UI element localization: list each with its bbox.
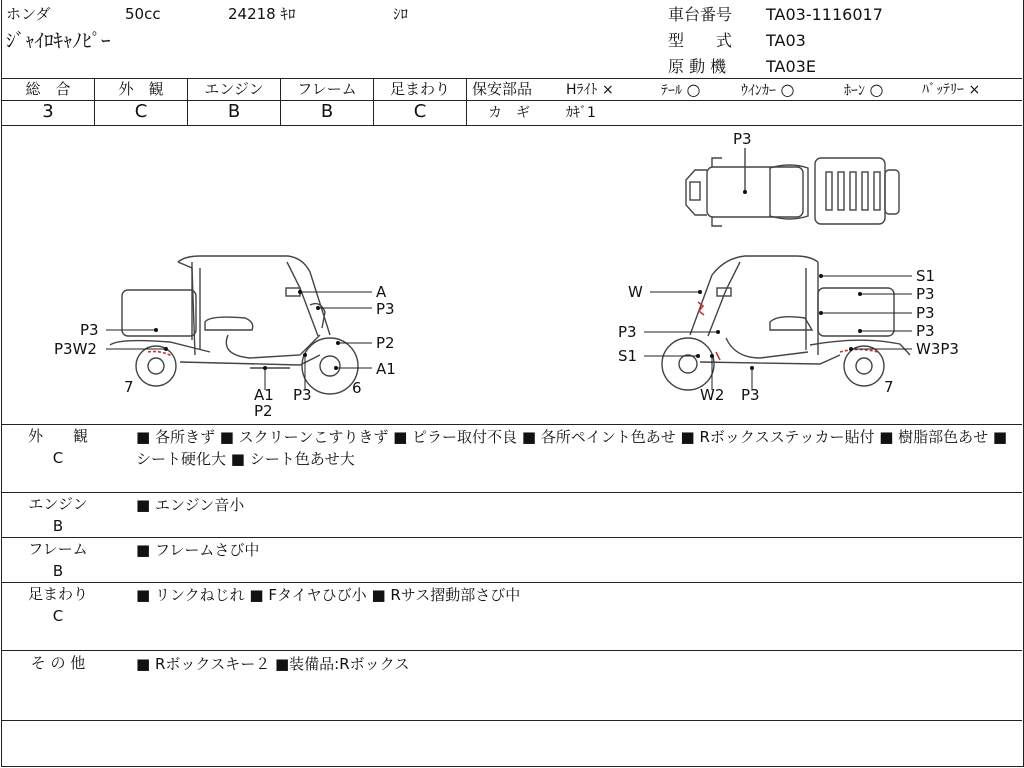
label-left-7: 7	[124, 378, 134, 396]
grade-label: 総 合	[25, 80, 71, 98]
divider-section	[1, 582, 1022, 583]
safety-item-name: ﾃｰﾙ	[661, 83, 682, 99]
safety-item-winker	[741, 82, 794, 99]
divider-grades-top	[1, 78, 1022, 79]
label-right-s1-left: S1	[618, 347, 638, 365]
section-label: 外 観	[27, 427, 88, 445]
section-label: フレーム	[28, 540, 88, 558]
grade-value: B	[320, 101, 334, 122]
safety-item-mark: ○	[869, 80, 884, 99]
label-right-7: 7	[884, 378, 894, 396]
grade-value: 3	[42, 101, 54, 122]
key-label: カ ギ	[488, 105, 530, 121]
safety-item-headlight	[566, 82, 614, 98]
safety-item-name: ｳｲﾝｶｰ	[741, 83, 776, 99]
scooter-left-view	[110, 256, 358, 394]
label-right-p3-2: P3	[916, 304, 935, 322]
key-value: ｶｷﾞ1	[566, 105, 596, 121]
safety-item-battery	[922, 82, 980, 98]
safety-item-name: ﾎｰﾝ	[844, 83, 865, 99]
maker: ホンダ	[6, 5, 51, 23]
label-left-a1-bottom: A1	[254, 386, 274, 404]
label-right-s1-top: S1	[916, 267, 936, 285]
label-left-p3-bottom: P3	[293, 386, 312, 404]
displacement: 50cc	[125, 5, 161, 23]
divider-section	[1, 537, 1022, 538]
section-text: ■ フレームさび中	[136, 541, 260, 559]
label-right-p3-left: P3	[618, 323, 637, 341]
grade-value: B	[227, 101, 241, 122]
label-top-p3: P3	[733, 130, 752, 148]
scratch-mark	[148, 352, 172, 357]
engine-value: TA03E	[766, 57, 816, 76]
type-label: 型 式	[668, 31, 733, 50]
grade-value: C	[413, 101, 427, 122]
section-text: ■ リンクねじれ ■ Fタイヤひび小 ■ Rサス摺動部さび中	[136, 586, 521, 604]
label-left-p2-right: P2	[376, 334, 395, 352]
label-left-a1-right: A1	[376, 360, 396, 378]
safety-item-mark: ×	[601, 82, 614, 98]
divider-sections-top	[1, 424, 1022, 425]
damage-marker	[743, 190, 747, 194]
safety-item-mark: ○	[780, 80, 795, 99]
frame-no: TA03-1116017	[766, 5, 883, 24]
grade-label: 外 観	[118, 80, 164, 98]
label-left-6: 6	[352, 379, 362, 397]
section-grade: B	[52, 517, 64, 535]
section-text: ■ 各所きず ■ スクリーンこすりきず ■ ピラー取付不良 ■ 各所ペイント色あせ ■ Rボックスステッカー貼付 ■ 樹脂部色あせ ■ シート硬化大 ■ シート色あせ大	[136, 428, 1008, 468]
safety-item-name: ﾊﾞｯﾃﾘｰ	[922, 82, 964, 98]
label-right-w2: W2	[700, 386, 725, 404]
scratch-mark	[698, 302, 704, 315]
label-right-p3-1: P3	[916, 285, 935, 303]
label-right-w3p3: W3P3	[916, 340, 959, 358]
safety-item-name: Hﾗｲﾄ	[566, 82, 598, 98]
divider-section	[1, 720, 1022, 721]
divider-section	[1, 492, 1022, 493]
divider-section	[1, 650, 1022, 651]
safety-item-mark: ×	[968, 82, 981, 98]
scratch-mark	[840, 350, 878, 353]
safety-item-mark: ○	[686, 80, 701, 99]
scooter-top-view	[686, 148, 899, 226]
section-label: そ の 他	[30, 654, 86, 672]
grade-label: フレーム	[297, 80, 357, 98]
divider-grades-mid	[1, 100, 1022, 101]
label-left-p3w2: P3W2	[54, 340, 97, 358]
label-right-w: W	[628, 283, 643, 301]
grade-value: C	[134, 101, 148, 122]
section-grade: B	[52, 562, 64, 580]
grade-label: 足まわり	[389, 80, 450, 98]
section-grade: C	[52, 607, 64, 625]
section-label: エンジン	[28, 495, 88, 513]
safety-item-tail	[661, 82, 700, 99]
mileage: 24218 ｷﾛ	[228, 5, 296, 23]
section-grade: C	[52, 449, 64, 467]
safety-label: 保安部品	[472, 80, 533, 98]
section-label: 足まわり	[27, 585, 88, 603]
section-text: ■ エンジン音小	[136, 496, 245, 514]
scratch-mark	[716, 352, 720, 360]
color: ｼﾛ	[393, 5, 409, 23]
label-left-p3: P3	[80, 321, 99, 339]
engine-label: 原 動 機	[668, 57, 727, 76]
label-right-p3-bottom: P3	[741, 386, 760, 404]
frame-no-label: 車台番号	[668, 5, 733, 24]
section-text: ■ Rボックスキー２ ■装備品:Rボックス	[136, 655, 410, 673]
safety-item-horn	[844, 82, 883, 99]
label-left-p3-top: P3	[376, 300, 395, 318]
grade-col-divider	[466, 78, 467, 125]
grade-label: エンジン	[204, 80, 264, 98]
label-right-p3-3: P3	[916, 322, 935, 340]
damage-diagram	[0, 126, 1024, 424]
label-left-a: A	[376, 283, 387, 301]
type-value: TA03	[766, 31, 806, 50]
model-name: ｼﾞｬｲﾛｷｬﾉﾋﾟｰ	[6, 30, 111, 52]
label-left-p2-bottom: P2	[254, 402, 273, 420]
